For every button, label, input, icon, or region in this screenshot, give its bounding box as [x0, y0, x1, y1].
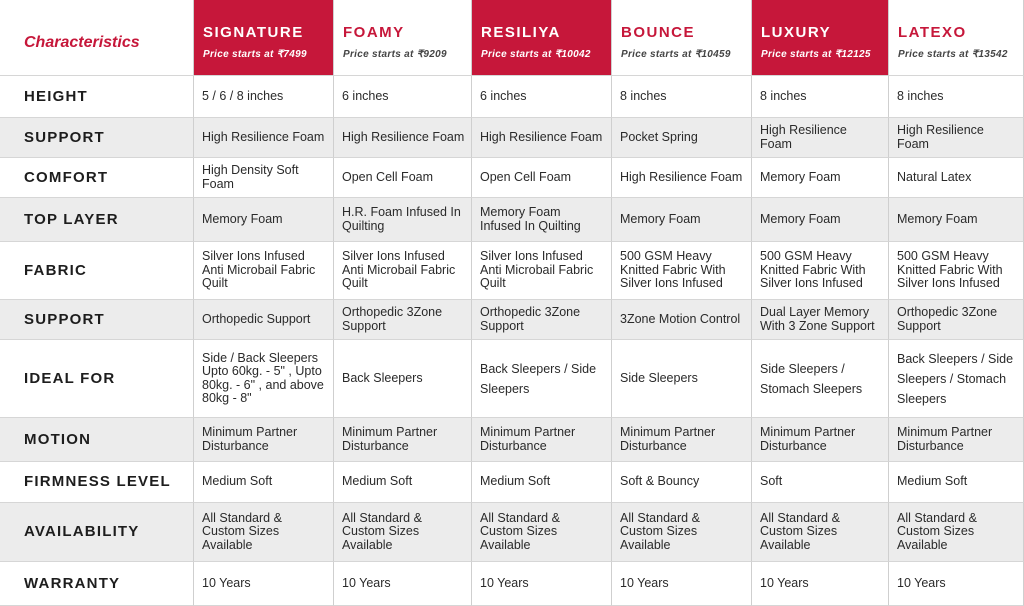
table-cell: Memory Foam	[194, 198, 334, 242]
table-cell: 5 / 6 / 8 inches	[194, 76, 334, 118]
product-name: SIGNATURE	[203, 24, 304, 41]
product-header-resiliya	[472, 0, 612, 76]
product-price: Price starts at ₹7499	[203, 48, 307, 60]
table-cell: 3Zone Motion Control	[612, 300, 752, 340]
table-cell: High Resilience Foam	[472, 118, 612, 158]
row-label-fabric: FABRIC	[0, 242, 194, 300]
table-cell: Back Sleepers / Side Sleepers / Stomach Sleepers	[889, 340, 1024, 418]
table-cell: 500 GSM Heavy Knitted Fabric With Silver Ions Infused	[612, 242, 752, 300]
table-cell: High Resilience Foam	[194, 118, 334, 158]
table-cell: Side Sleepers / Stomach Sleepers	[752, 340, 889, 418]
row-label-motion: MOTION	[0, 418, 194, 462]
table-cell: 500 GSM Heavy Knitted Fabric With Silver Ions Infused	[889, 242, 1024, 300]
table-cell: Open Cell Foam	[472, 158, 612, 198]
product-name: LATEXO	[898, 24, 967, 41]
table-cell: Medium Soft	[472, 462, 612, 503]
product-price: Price starts at ₹10042	[481, 48, 591, 60]
product-price: Price starts at ₹10459	[621, 48, 731, 60]
row-label-comfort: COMFORT	[0, 158, 194, 198]
table-cell: Orthopedic Support	[194, 300, 334, 340]
row-label-height: HEIGHT	[0, 76, 194, 118]
table-cell: All Standard & Custom Sizes Available	[472, 503, 612, 562]
product-price: Price starts at ₹9209	[343, 48, 447, 60]
table-cell: Memory Foam	[752, 198, 889, 242]
row-label-support: SUPPORT	[0, 118, 194, 158]
product-name: FOAMY	[343, 24, 405, 41]
product-price: Price starts at ₹12125	[761, 48, 871, 60]
table-cell: 10 Years	[752, 562, 889, 606]
table-cell: Open Cell Foam	[334, 158, 472, 198]
table-cell: Soft	[752, 462, 889, 503]
table-cell: 10 Years	[472, 562, 612, 606]
table-cell: All Standard & Custom Sizes Available	[752, 503, 889, 562]
table-cell: Medium Soft	[334, 462, 472, 503]
table-cell: Natural Latex	[889, 158, 1024, 198]
table-cell: 10 Years	[334, 562, 472, 606]
table-cell: Minimum Partner Disturbance	[889, 418, 1024, 462]
row-label-support-zone: SUPPORT	[0, 300, 194, 340]
table-cell: Medium Soft	[194, 462, 334, 503]
product-header-signature	[194, 0, 334, 76]
row-label-top-layer: TOP LAYER	[0, 198, 194, 242]
row-label-firmness-level: FIRMNESS LEVEL	[0, 462, 194, 503]
table-cell: All Standard & Custom Sizes Available	[889, 503, 1024, 562]
table-cell: Memory Foam	[612, 198, 752, 242]
table-cell: 8 inches	[612, 76, 752, 118]
table-cell: 500 GSM Heavy Knitted Fabric With Silver Ions Infused	[752, 242, 889, 300]
table-cell: 8 inches	[752, 76, 889, 118]
table-cell: 8 inches	[889, 76, 1024, 118]
product-header-luxury	[752, 0, 889, 76]
table-cell: Soft & Bouncy	[612, 462, 752, 503]
table-cell: Memory Foam	[889, 198, 1024, 242]
table-cell: High Resilience Foam	[752, 118, 889, 158]
product-name: RESILIYA	[481, 24, 561, 41]
product-header-bounce	[612, 0, 752, 76]
table-cell: High Resilience Foam	[334, 118, 472, 158]
product-name: BOUNCE	[621, 24, 696, 41]
row-label-warranty: WARRANTY	[0, 562, 194, 606]
table-cell: Memory Foam Infused In Quilting	[472, 198, 612, 242]
table-cell: Silver Ions Infused Anti Microbail Fabric Quilt	[334, 242, 472, 300]
table-cell: Minimum Partner Disturbance	[612, 418, 752, 462]
product-header-foamy	[334, 0, 472, 76]
table-cell: 6 inches	[334, 76, 472, 118]
table-cell: 10 Years	[612, 562, 752, 606]
table-cell: Back Sleepers	[334, 340, 472, 418]
row-label-availability: AVAILABILITY	[0, 503, 194, 562]
table-cell: Medium Soft	[889, 462, 1024, 503]
table-cell: Pocket Spring	[612, 118, 752, 158]
table-cell: H.R. Foam Infused In Quilting	[334, 198, 472, 242]
table-cell: All Standard & Custom Sizes Available	[194, 503, 334, 562]
product-name: LUXURY	[761, 24, 832, 41]
table-cell: All Standard & Custom Sizes Available	[612, 503, 752, 562]
table-cell: Silver Ions Infused Anti Microbail Fabric Quilt	[472, 242, 612, 300]
table-cell: Side / Back Sleepers Upto 60kg. - 5" , Upto 80kg. - 6" , and above 80kg - 8"	[194, 340, 334, 418]
table-cell: 10 Years	[889, 562, 1024, 606]
table-cell: Memory Foam	[752, 158, 889, 198]
product-price: Price starts at ₹13542	[898, 48, 1008, 60]
table-cell: Back Sleepers / Side Sleepers	[472, 340, 612, 418]
table-cell: High Density Soft Foam	[194, 158, 334, 198]
table-cell: Minimum Partner Disturbance	[334, 418, 472, 462]
table-cell: Orthopedic 3Zone Support	[472, 300, 612, 340]
product-header-latexo	[889, 0, 1024, 76]
table-cell: Orthopedic 3Zone Support	[334, 300, 472, 340]
table-cell: Minimum Partner Disturbance	[472, 418, 612, 462]
characteristics-header: Characteristics	[0, 0, 194, 76]
table-cell: Minimum Partner Disturbance	[194, 418, 334, 462]
table-cell: All Standard & Custom Sizes Available	[334, 503, 472, 562]
table-cell: Silver Ions Infused Anti Microbail Fabric Quilt	[194, 242, 334, 300]
table-cell: Dual Layer Memory With 3 Zone Support	[752, 300, 889, 340]
table-cell: 10 Years	[194, 562, 334, 606]
row-label-ideal-for: IDEAL FOR	[0, 340, 194, 418]
table-cell: Side Sleepers	[612, 340, 752, 418]
table-cell: Orthopedic 3Zone Support	[889, 300, 1024, 340]
table-cell: High Resilience Foam	[612, 158, 752, 198]
table-cell: High Resilience Foam	[889, 118, 1024, 158]
table-cell: Minimum Partner Disturbance	[752, 418, 889, 462]
table-cell: 6 inches	[472, 76, 612, 118]
